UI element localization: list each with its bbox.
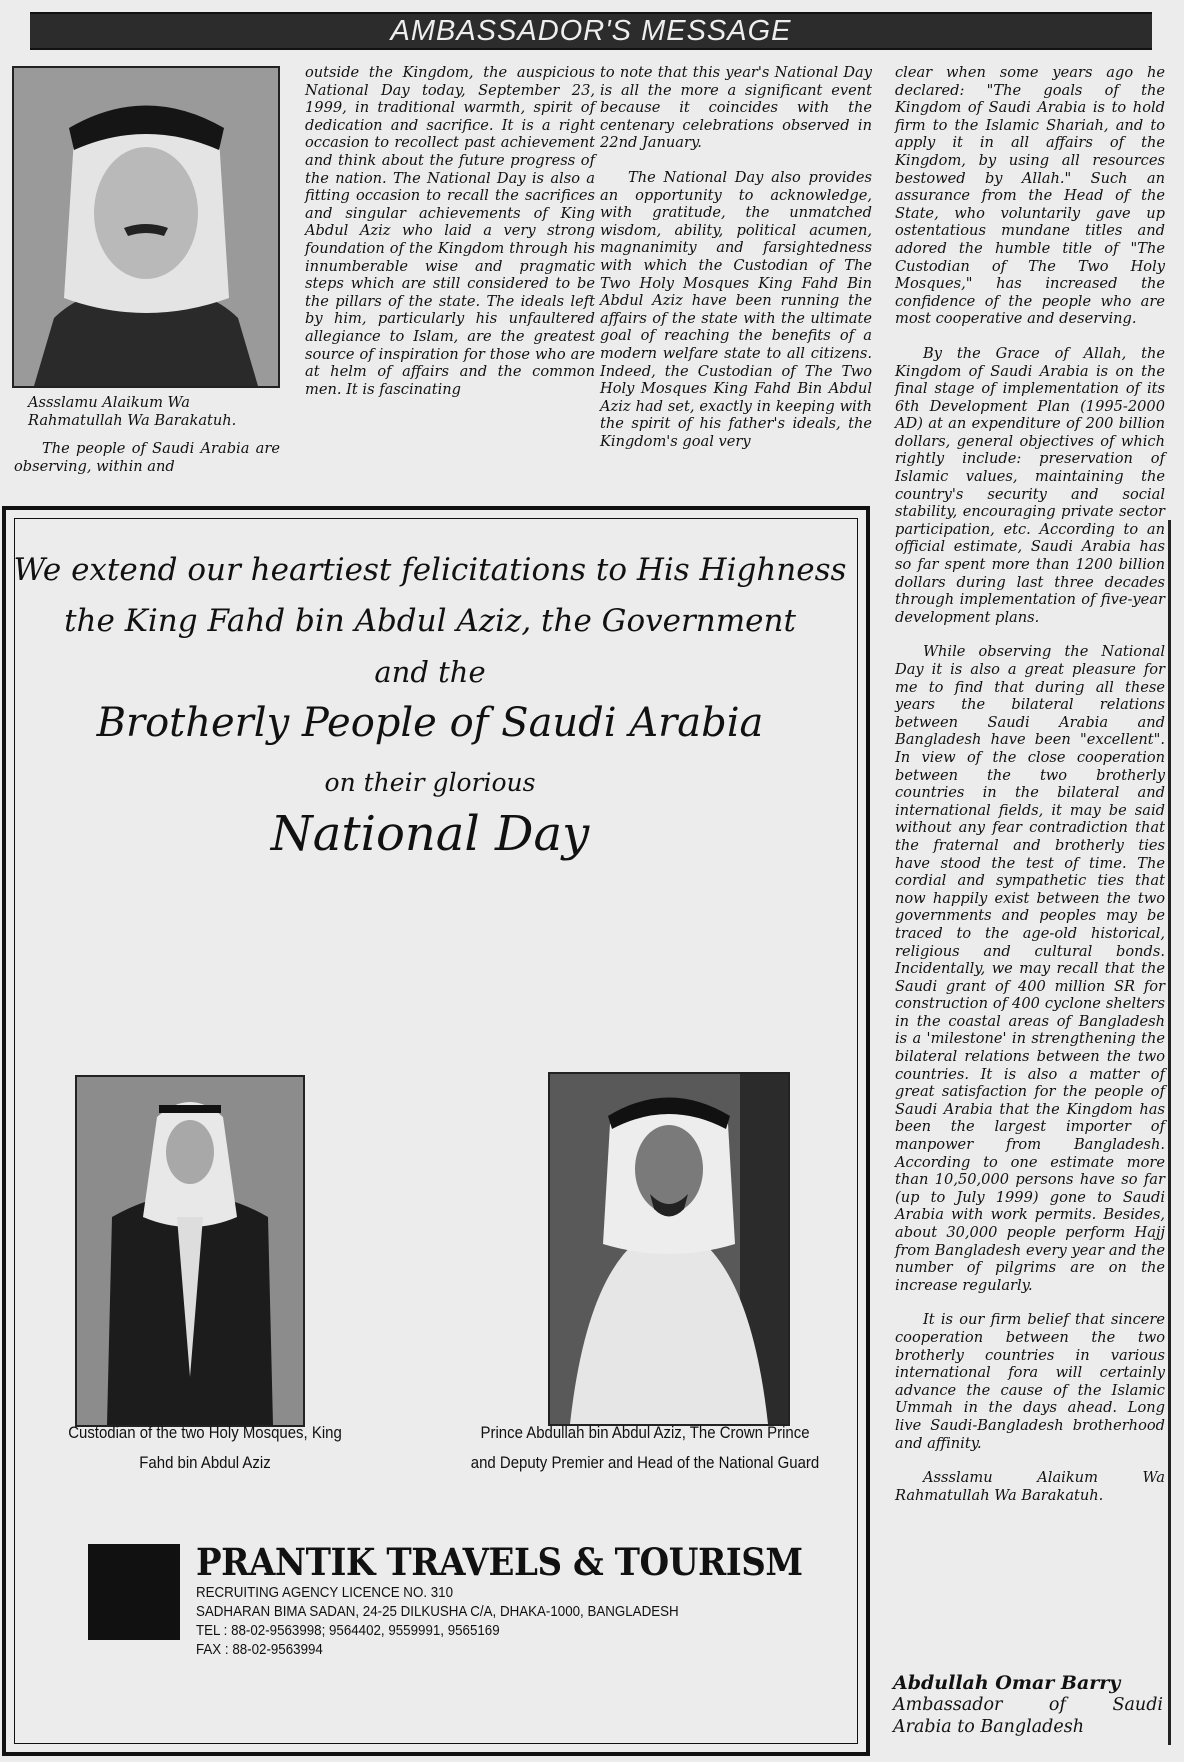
article-column-4 (895, 64, 1165, 1521)
caption-line: Prince Abdullah bin Abdul Aziz, The Crown Prince (480, 1423, 810, 1442)
article-paragraph: The National Day also provides an opportunity to acknowledge, with gratitude, the unmatched wisdom, ability, political acumen, magnanimity and farsightedness with which the Custodian of The Two Holy Mosques King Fahd Bin Abdul Aziz have been running the affairs of the state with the ultimate goal of reaching the benefits of a modern welfare state to all citizens. Indeed, the Custodian of The Two Holy Mosques King Fahd Bin Abdul Aziz had set, exactly in keeping with the spirit of his father's ideals, the Kingdom's goal very (600, 168, 872, 450)
ambassador-photo-caption (28, 394, 278, 429)
king-photo (75, 1075, 305, 1427)
ad-headline-line: on their glorious (324, 768, 536, 797)
ad-headline-line: We extend our heartiest felicitations to His Highness (13, 552, 847, 588)
king-photo-caption (42, 1418, 368, 1478)
caption-line: Assslamu Alaikum Wa (28, 394, 190, 411)
article-paragraph: The people of Saudi Arabia are observing, within and (14, 440, 280, 475)
caption-line: Rahmatullah Wa Barakatuh. (28, 411, 237, 429)
ambassador-photo (12, 66, 280, 388)
article-paragraph: Assslamu Alaikum Wa Rahmatullah Wa Barakatuh. (895, 1469, 1165, 1504)
signature-title: Arabia to Bangladesh (893, 1717, 1084, 1737)
article-paragraph: While observing the National Day it is also a great pleasure for me to find that during all these years the bilateral relations between Saudi Arabia and Bangladesh have been "excellent". In view of the close cooperation between the two brotherly countries in the bilateral and international fields, it may be said without any fear contradiction that the fraternal and brotherly ties have stood the test of time. The cordial and sympathetic ties that now happily exist between the two governments and peoples may be traced to the age-old historical, religious and cultural bonds. Incidentally, we may recall that the Saudi grant of 400 million SR for construction of 400 cyclone shelters in the coastal areas of Bangladesh is a 'milestone' in strengthening the bilateral relations between the two countries. It is also a matter of great satisfaction for the people of Saudi Arabia that the Kingdom has been the largest importer of manpower from Bangladesh. According to one estimate more than 10,50,000 persons have so far (up to July 1999) gone to Saudi Arabia with work permits. Besides, about 30,000 people perform Hajj from Bangladesh every year and the number of pilgrims are on the increase regularly. (895, 643, 1165, 1294)
caption-line: and Deputy Premier and Head of the National Guard (470, 1453, 820, 1472)
caption-line: Fahd bin Abdul Aziz (139, 1453, 271, 1472)
crown-prince-portrait-image (550, 1074, 788, 1424)
king-portrait-image (77, 1077, 303, 1425)
article-paragraph: outside the Kingdom, the auspicious National Day today, September 23, 1999, in traditional warmth, spirit of dedication and sacrifice. It is a right occasion to recollect past achievement and think about the future progress of the nation. The National Day is also a fitting occasion to recall the sacrifices and singular achievements of King Abdul Aziz who laid a very strong foundation of the Kingdom through his innumberable wise and pragmatic steps which are still considered to be the pillars of the state. The ideals left by him, particularly his unfaultered allegiance to Islam, are the greatest source of inspiration for those who are at helm of affairs and the common men. It is fascinating (305, 64, 595, 398)
fax-text: FAX : 88-02-9563994 (196, 1642, 323, 1658)
telephone-text: TEL : 88-02-9563998; 9564402, 9559991, 9565169 (196, 1623, 500, 1639)
crown-prince-photo (548, 1072, 790, 1426)
prantik-logo (88, 1544, 180, 1640)
article-paragraph: to note that this year's National Day is all the more a significant event because it coincides with the centenary celebrations observed in 22nd January. (600, 64, 872, 152)
ad-headline-line: and the (374, 655, 486, 689)
address-text: SADHARAN BIMA SADAN, 24-25 DILKUSHA C/A, DHAKA-1000, BANGLADESH (196, 1604, 679, 1620)
ad-headline-line: the King Fahd bin Abdul Aziz, the Government (64, 603, 796, 639)
ad-headline-line: Brotherly People of Saudi Arabia (96, 700, 764, 746)
ad-headline-national-day: National Day (270, 806, 590, 862)
crown-prince-photo-caption (447, 1418, 843, 1478)
caption-line: Custodian of the two Holy Mosques, King (68, 1423, 342, 1442)
article-paragraph: By the Grace of Allah, the Kingdom of Saudi Arabia is on the final stage of implementation of its 6th Development Plan (1995-2000 AD) at an expenditure of 200 billion dollars, general objectives of which rightly include: preservation of Islamic values, maintaining the country's security and social stability, encouraging private sector participation, etc. According to an official estimate, Saudi Arabia has so far spent more than 1200 billion dollars during last three decades through implementation of five-year development plans. (895, 344, 1165, 626)
article-column-3 (600, 64, 872, 467)
article-column-1 (14, 440, 280, 492)
company-name: PRANTIK TRAVELS & TOURISM (196, 1540, 803, 1584)
article-paragraph: clear when some years ago he declared: "The goals of the Kingdom of Saudi Arabia is to hold firm to the Islamic Shariah, and to apply it in all affairs of the Kingdom, by using all resources bestowed by Allah." Such an assurance from the Head of the State, who voluntarily gave up ostentatious mundane titles and adored the humble title of "The Custodian of The Two Holy Mosques," has increased the confidence of the people who are most cooperative and deserving. (895, 64, 1165, 328)
ambassador-portrait-image (14, 68, 278, 386)
signature-name: Abdullah Omar Barry (893, 1672, 1121, 1694)
section-header-bar (30, 12, 1152, 50)
section-title: AMBASSADOR'S MESSAGE (390, 15, 792, 47)
article-paragraph: It is our firm belief that sincere cooperation between the two brotherly countries in various international fora will certainly advance the cause of the Islamic Ummah in the days ahead. Long live Saudi-Bangladesh brotherhood and affinity. (895, 1311, 1165, 1452)
signature-block (893, 1672, 1163, 1738)
signature-title: Ambassador of Saudi (893, 1695, 1163, 1715)
column-divider (1168, 520, 1171, 1745)
licence-text: RECRUITING AGENCY LICENCE NO. 310 (196, 1585, 453, 1601)
article-column-2 (305, 64, 595, 415)
